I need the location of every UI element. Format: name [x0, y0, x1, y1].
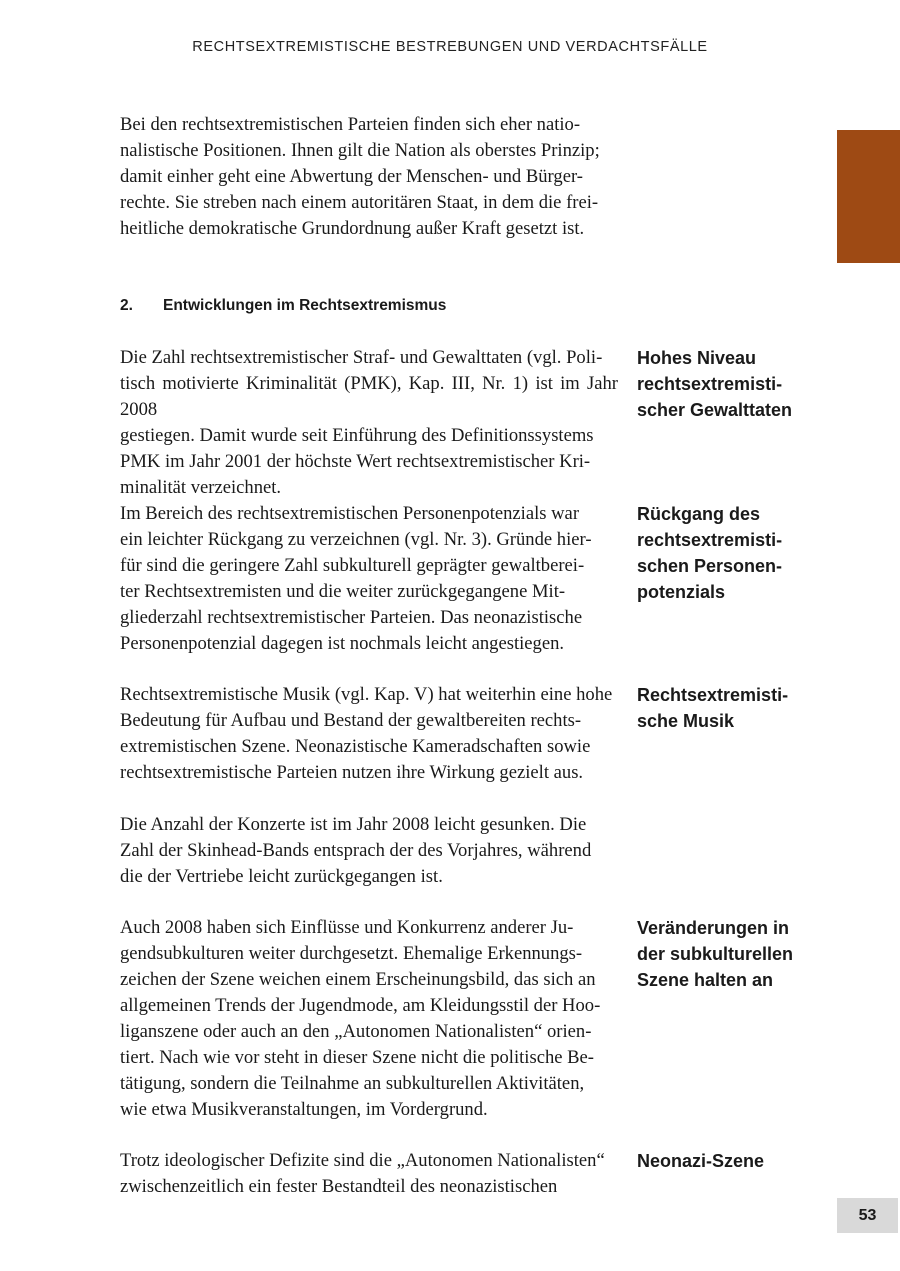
- text-line: zeichen der Szene weichen einem Erscheinungsbild, das sich an: [120, 969, 596, 990]
- text-line: liganszene oder auch an den „Autonomen Nationalisten“ orien-: [120, 1021, 592, 1042]
- body-paragraph-personenpotenzial: [120, 501, 618, 657]
- margin-note-gewalttaten: [637, 345, 817, 423]
- text-line: heitliche demokratische Grundordnung außer Kraft gesetzt ist.: [120, 218, 585, 239]
- margin-note-subkultur: [637, 915, 817, 993]
- text-line: ein leichter Rückgang zu verzeichnen (vgl. Nr. 3). Gründe hier-: [120, 529, 592, 550]
- running-header: RECHTSEXTREMISTISCHE BESTREBUNGEN UND VERDACHTSFÄLLE: [192, 39, 708, 55]
- section-number: 2.: [120, 297, 133, 314]
- margin-note-line: Rechtsextremisti-: [637, 685, 789, 705]
- text-line: damit einher geht eine Abwertung der Menschen- und Bürger-: [120, 166, 583, 187]
- text-line: rechte. Sie streben nach einem autoritären Staat, in dem die frei-: [120, 192, 599, 213]
- text-line: für sind die geringere Zahl subkulturell geprägter gewaltberei-: [120, 555, 585, 576]
- margin-note-personenpotenzial: [637, 501, 817, 605]
- text-line: tätigung, sondern die Teilnahme an subkulturellen Aktivitäten,: [120, 1073, 585, 1094]
- text-line: nalistische Positionen. Ihnen gilt die Nation als oberstes Prinzip;: [120, 140, 600, 161]
- text-line: Im Bereich des rechtsextremistischen Personenpotenzials war: [120, 503, 580, 524]
- body-paragraph-konzerte: [120, 812, 618, 890]
- text-line: extremistischen Szene. Neonazistische Kameradschaften sowie: [120, 736, 591, 757]
- text-line: gestiegen. Damit wurde seit Einführung des Definitionssystems: [120, 425, 594, 446]
- margin-note-neonazi: [637, 1148, 817, 1174]
- text-line: PMK im Jahr 2001 der höchste Wert rechtsextremistischer Kri-: [120, 451, 591, 472]
- text-line: minalität verzeichnet.: [120, 477, 282, 498]
- section-heading: [120, 296, 720, 316]
- margin-note-line: Rückgang des: [637, 504, 761, 524]
- text-line: Rechtsextremistische Musik (vgl. Kap. V) hat weiterhin eine hohe: [120, 684, 613, 705]
- text-line: rechtsextremistische Parteien nutzen ihre Wirkung gezielt aus.: [120, 762, 584, 783]
- margin-note-line: scher Gewalttaten: [637, 400, 793, 420]
- margin-note-line: schen Personen-: [637, 556, 783, 576]
- margin-note-line: Neonazi-Szene: [637, 1151, 765, 1171]
- body-paragraph-autonome: [120, 1148, 618, 1200]
- text-line: Auch 2008 haben sich Einflüsse und Konkurrenz anderer Ju-: [120, 917, 574, 938]
- margin-note-line: Veränderungen in: [637, 918, 790, 938]
- text-line: tisch motivierte Kriminalität (PMK), Kap. III, Nr. 1) ist im Jahr 2008: [120, 373, 618, 420]
- intro-paragraph: [120, 112, 618, 242]
- text-line: Bedeutung für Aufbau und Bestand der gewaltbereiten rechts-: [120, 710, 582, 731]
- margin-note-line: potenzials: [637, 582, 726, 602]
- body-paragraph-musik: [120, 682, 618, 786]
- section-title: Entwicklungen im Rechtsextremismus: [163, 297, 447, 314]
- text-line: ter Rechtsextremisten und die weiter zurückgegangene Mit-: [120, 581, 566, 602]
- text-line: gendsubkulturen weiter durchgesetzt. Ehemalige Erkennungs-: [120, 943, 583, 964]
- body-paragraph-subkultur: [120, 915, 618, 1123]
- margin-note-line: der subkulturellen: [637, 944, 794, 964]
- text-line: gliederzahl rechtsextremistischer Parteien. Das neonazistische: [120, 607, 583, 628]
- margin-note-line: Szene halten an: [637, 970, 774, 990]
- margin-note-line: sche Musik: [637, 711, 735, 731]
- margin-note-line: rechtsextremisti-: [637, 530, 783, 550]
- text-line: zwischenzeitlich ein fester Bestandteil des neonazistischen: [120, 1176, 558, 1197]
- chapter-color-tab: [837, 130, 900, 263]
- text-line: Zahl der Skinhead-Bands entsprach der des Vorjahres, während: [120, 840, 592, 861]
- text-line: Bei den rechtsextremistischen Parteien finden sich eher natio-: [120, 114, 581, 135]
- page-number: 53: [837, 1198, 898, 1233]
- text-line: die der Vertriebe leicht zurückgegangen ist.: [120, 866, 443, 887]
- text-line: Die Anzahl der Konzerte ist im Jahr 2008 leicht gesunken. Die: [120, 814, 587, 835]
- text-line: allgemeinen Trends der Jugendmode, am Kleidungsstil der Hoo-: [120, 995, 601, 1016]
- text-line: tiert. Nach wie vor steht in dieser Szene nicht die politische Be-: [120, 1047, 594, 1068]
- margin-note-line: Hohes Niveau: [637, 348, 757, 368]
- text-line: Die Zahl rechtsextremistischer Straf- und Gewalttaten (vgl. Poli-: [120, 347, 603, 368]
- margin-note-musik: [637, 682, 817, 734]
- text-line: wie etwa Musikveranstaltungen, im Vordergrund.: [120, 1099, 488, 1120]
- body-paragraph-pmk: [120, 345, 618, 501]
- margin-note-line: rechtsextremisti-: [637, 374, 783, 394]
- text-line: Personenpotenzial dagegen ist nochmals leicht angestiegen.: [120, 633, 565, 654]
- text-line: Trotz ideologischer Defizite sind die „Autonomen Nationalisten“: [120, 1150, 605, 1171]
